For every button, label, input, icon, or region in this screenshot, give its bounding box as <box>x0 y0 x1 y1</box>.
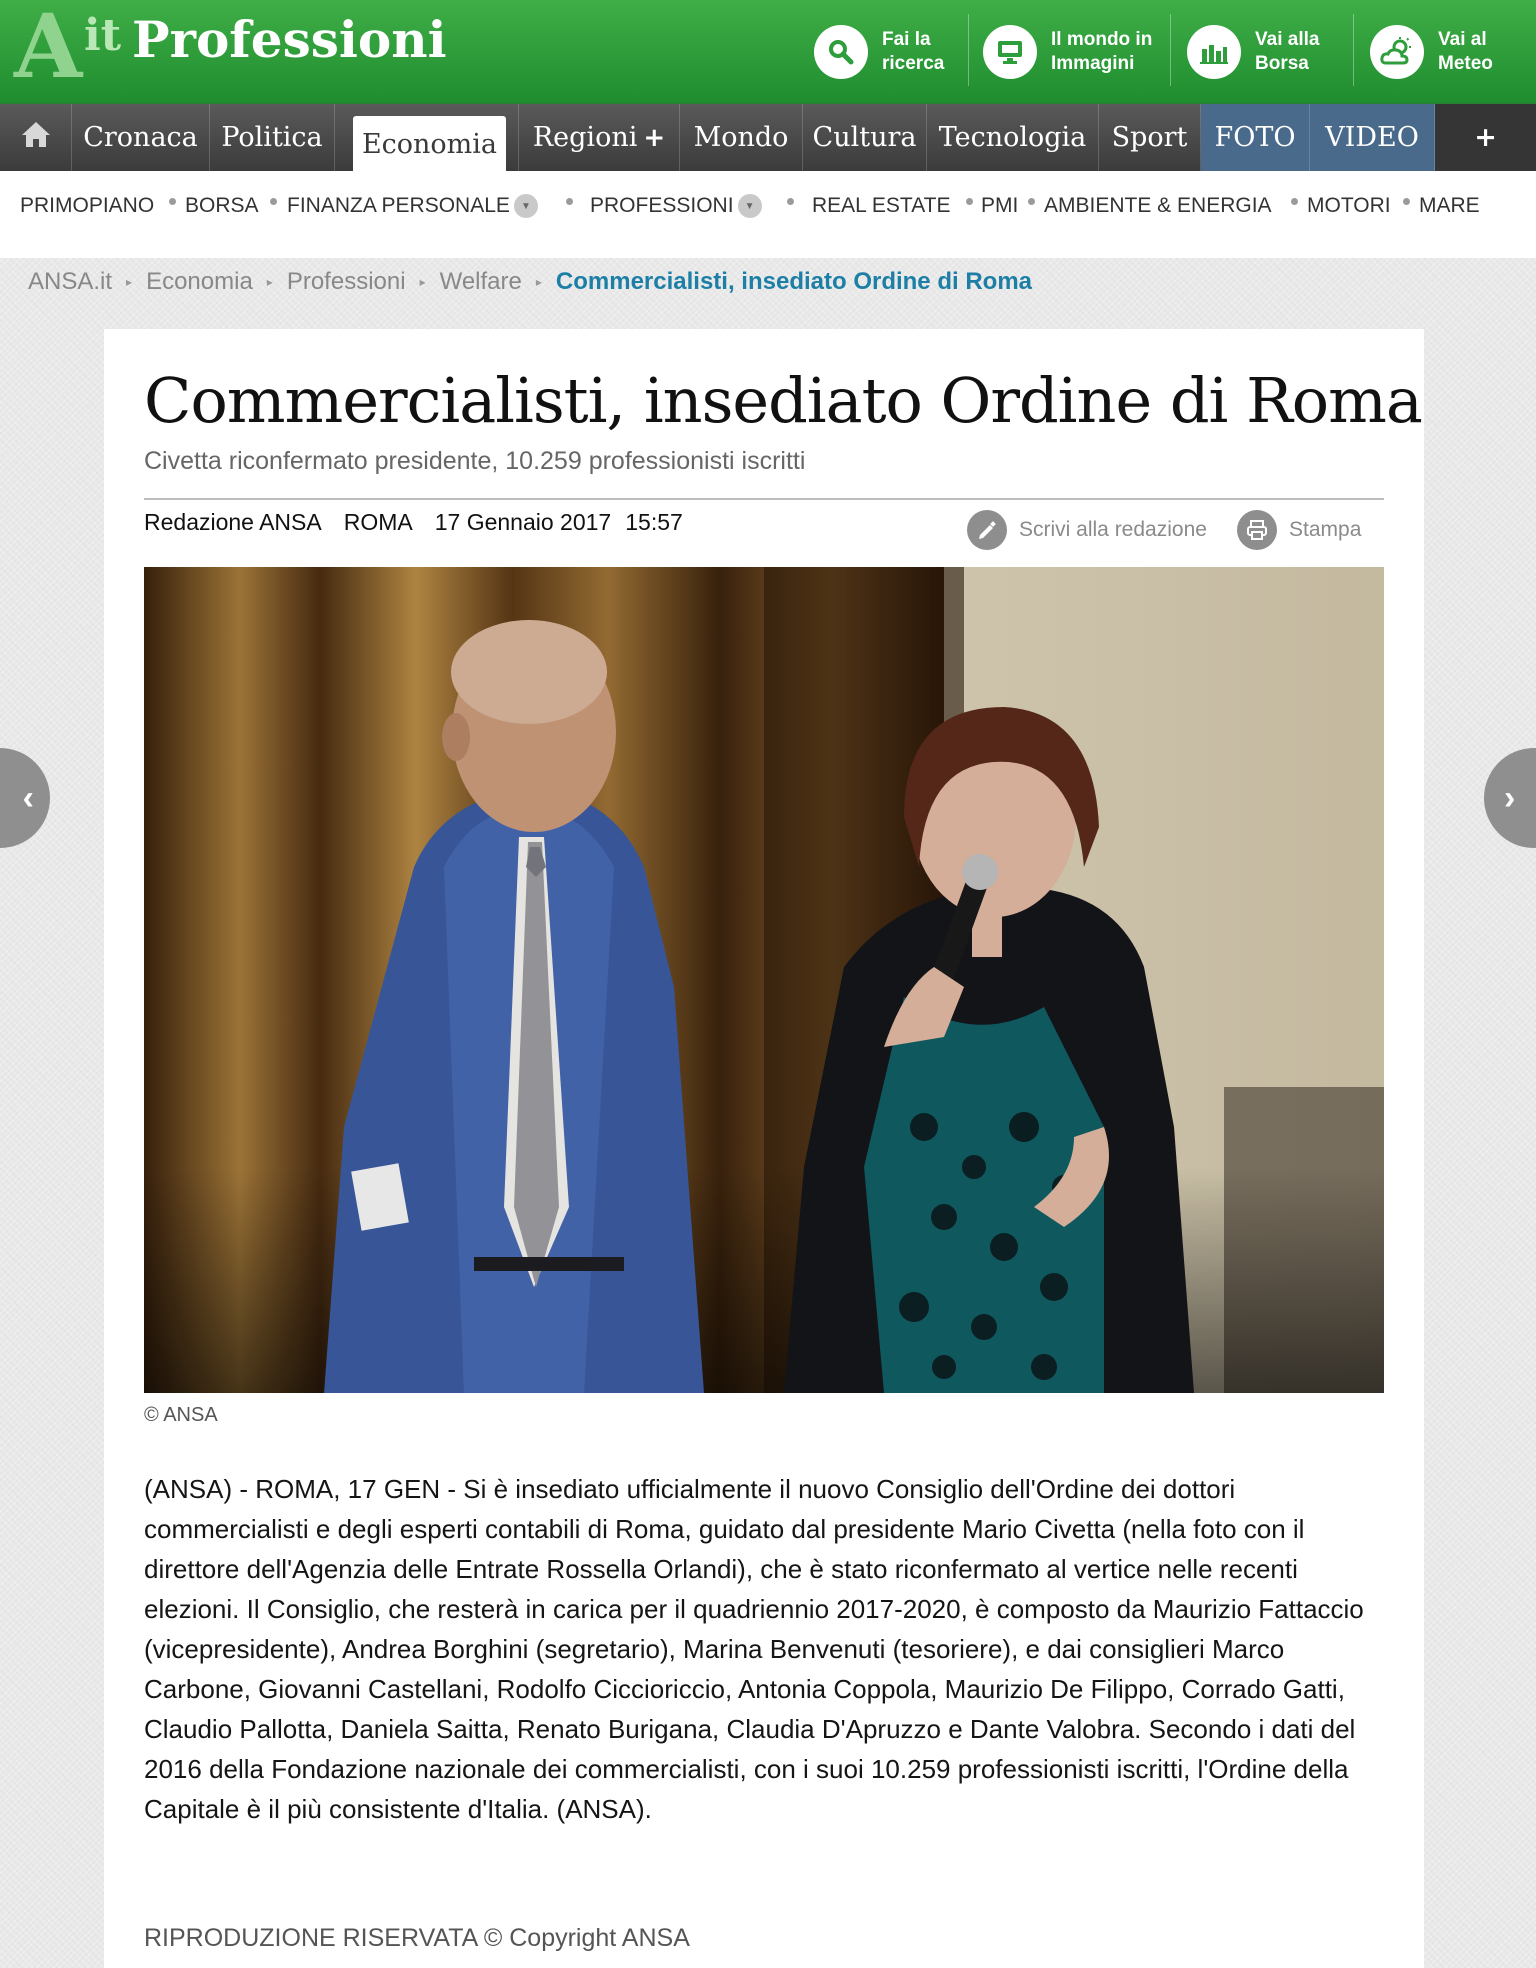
next-article-button[interactable] <box>1484 748 1536 848</box>
quick-link-borsa[interactable] <box>1187 0 1355 103</box>
plus-icon: + <box>643 122 666 153</box>
nav-item-economia[interactable]: Economia <box>353 116 506 172</box>
photo-illustration <box>144 567 1384 1393</box>
logo-section-title: Professioni <box>132 10 447 69</box>
subnav-item-primopiano[interactable]: PRIMOPIANO <box>20 194 155 217</box>
nav-item-politica[interactable]: Politica <box>210 104 335 171</box>
article-date: 17 Gennaio 2017 <box>434 509 612 535</box>
divider <box>144 498 1384 500</box>
weather-icon <box>1370 25 1424 79</box>
separator-dot <box>787 198 794 205</box>
quick-link-line1: Vai alla <box>1255 28 1320 50</box>
sub-nav <box>0 171 1536 258</box>
nav-more-button[interactable]: + <box>1435 104 1536 171</box>
article-card <box>104 329 1424 1968</box>
copyright-notice: RIPRODUZIONE RISERVATA © Copyright ANSA <box>144 1924 690 1952</box>
chevron-left-icon: ‹ <box>22 778 34 817</box>
nav-item-mondo[interactable]: Mondo <box>680 104 803 171</box>
top-header <box>0 0 1536 103</box>
article-meta <box>144 509 683 536</box>
divider <box>1353 14 1354 86</box>
subnav-item-professioni[interactable] <box>590 194 762 218</box>
nav-item-video[interactable]: VIDEO <box>1310 104 1435 171</box>
quick-link-line2: Meteo <box>1438 52 1493 74</box>
breadcrumb-item[interactable]: ANSA.it <box>28 268 113 295</box>
divider <box>968 14 969 86</box>
subnav-item-borsa[interactable]: BORSA <box>185 194 259 217</box>
nav-item-cronaca[interactable]: Cronaca <box>72 104 210 171</box>
article-author: Redazione ANSA <box>144 509 322 535</box>
separator-dot <box>1291 198 1298 205</box>
write-to-editor-button[interactable] <box>967 510 1207 550</box>
home-icon <box>21 120 51 155</box>
article-place: ROMA <box>343 509 413 535</box>
nav-home[interactable] <box>0 104 72 171</box>
breadcrumb-item[interactable]: Welfare <box>439 268 522 295</box>
logo-it: it <box>84 10 122 61</box>
quick-link-line2: ricerca <box>882 52 945 74</box>
nav-item-foto[interactable]: FOTO <box>1201 104 1310 171</box>
quick-link-meteo[interactable] <box>1370 0 1528 103</box>
quick-link-search[interactable] <box>814 0 1000 103</box>
separator-dot <box>566 198 573 205</box>
main-nav <box>0 103 1536 171</box>
printer-icon <box>1237 510 1277 550</box>
subnav-label: FINANZA PERSONALE <box>287 194 510 217</box>
chevron-down-icon: ▼ <box>738 194 762 218</box>
article-title: Commercialisti, insediato Ordine di Roma <box>144 364 1422 437</box>
subnav-item-motori[interactable]: MOTORI <box>1307 194 1391 217</box>
quick-link-line2: Borsa <box>1255 52 1309 74</box>
subnav-item-pmi[interactable]: PMI <box>981 194 1019 217</box>
prev-article-button[interactable] <box>0 748 50 848</box>
chevron-right-icon: ▸ <box>266 275 273 289</box>
subnav-item-finanza-personale[interactable] <box>287 194 538 218</box>
breadcrumb-current: Commercialisti, insediato Ordine di Roma <box>555 268 1032 295</box>
search-icon <box>814 25 868 79</box>
article-photo[interactable] <box>144 567 1384 1393</box>
breadcrumb-item[interactable]: Professioni <box>286 268 406 295</box>
separator-dot <box>169 198 176 205</box>
chart-bars-icon <box>1187 25 1241 79</box>
print-button[interactable] <box>1237 510 1361 550</box>
chevron-down-icon: ▼ <box>514 194 538 218</box>
nav-item-cultura[interactable]: Cultura <box>803 104 927 171</box>
photo-caption: © ANSA <box>144 1404 218 1426</box>
subnav-item-real-estate[interactable]: REAL ESTATE <box>812 194 951 217</box>
quick-link-line1: Fai la <box>882 28 931 50</box>
quick-link-line1: Il mondo in <box>1051 28 1153 50</box>
nav-item-tecnologia[interactable]: Tecnologia <box>927 104 1099 171</box>
logo-letter: A <box>14 0 79 98</box>
print-label: Stampa <box>1289 518 1362 541</box>
article-body: (ANSA) - ROMA, 17 GEN - Si è insediato ufficialmente il nuovo Consiglio dell'Ordine dei dottori commercialisti e degli esperti contabili di Roma, guidato dal presidente Mario Civetta (nella foto con il direttore dell'Agenzia delle Entrate Rossella Orlandi), che è stato riconfermato al vertice nelle recenti elezioni. Il Consiglio, che resterà in carica per il quadriennio 2017-2020, è composto da Maurizio Fattaccio (vicepresidente), Andrea Borghini (segretario), Marina Benvenuti (tesoriere), e dai consiglieri Marco Carbone, Giovanni Castellani, Rodolfo Ciccioriccio, Antonia Coppola, Maurizio De Filippo, Corrado Gatti, Claudio Pallotta, Daniela Saitta, Renato Burigana, Claudia D'Apruzzo e Dante Valobra. Secondo i dati del 2016 della Fondazione nazionale dei commercialisti, con i suoi 10.259 professionisti iscritti, l'Ordine della Capitale è il più consistente d'Italia. (ANSA). <box>144 1474 1364 1824</box>
write-label: Scrivi alla redazione <box>1019 518 1207 541</box>
subnav-item-ambiente-energia[interactable]: AMBIENTE & ENERGIA <box>1044 194 1272 217</box>
subnav-label: PROFESSIONI <box>590 194 734 217</box>
chevron-right-icon: ▸ <box>126 275 133 289</box>
quick-link-images[interactable] <box>983 0 1176 103</box>
article-time: 15:57 <box>625 509 683 535</box>
divider <box>1170 14 1171 86</box>
breadcrumb <box>28 266 1032 298</box>
separator-dot <box>966 198 973 205</box>
quick-link-line2: Immagini <box>1051 52 1135 74</box>
chevron-right-icon: ▸ <box>419 275 426 289</box>
nav-item-label: Regioni <box>532 122 638 153</box>
pencil-icon <box>967 510 1007 550</box>
nav-item-sport[interactable]: Sport <box>1099 104 1201 171</box>
quick-link-line1: Vai al <box>1438 28 1487 50</box>
nav-item-regioni[interactable] <box>518 104 680 171</box>
monitor-icon <box>983 25 1037 79</box>
chevron-right-icon: › <box>1504 778 1516 817</box>
separator-dot <box>1028 198 1035 205</box>
breadcrumb-item[interactable]: Economia <box>146 268 253 295</box>
chevron-right-icon: ▸ <box>535 275 542 289</box>
article-subtitle: Civetta riconfermato presidente, 10.259 professionisti iscritti <box>144 447 806 475</box>
separator-dot <box>270 198 277 205</box>
subnav-item-mare[interactable]: MARE <box>1419 194 1480 217</box>
separator-dot <box>1403 198 1410 205</box>
